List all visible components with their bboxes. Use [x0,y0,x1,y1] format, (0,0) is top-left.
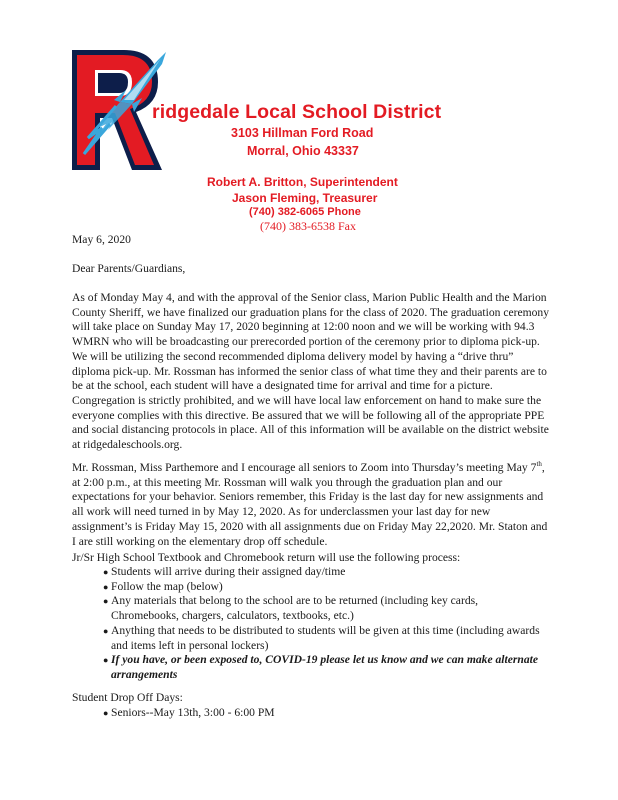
list-item: ● Follow the map (below) [103,579,223,593]
paragraph-zoom-meeting [72,461,552,549]
bullet-icon: ● [103,655,109,666]
bullet-icon: ● [103,596,109,607]
bullet-icon: ● [103,625,109,636]
dropoff-days-list [103,706,543,721]
return-process-list [103,565,543,683]
bullet-icon: ● [103,708,109,718]
ordinal-suffix: th [536,460,542,469]
list-item: ● Anything that needs to be distributed to students will be given at this time (including awards and items left in personal lockers) [103,623,540,652]
letter-date: May 6, 2020 [72,233,131,246]
list-item: ● Students will arrive during their assigned day/time [103,565,346,578]
salutation: Dear Parents/Guardians, [72,262,186,275]
paragraph-graduation-plan: As of Monday May 4, and with the approval of the Senior class, Marion Public Health and the Marion County Sheriff, we have finalized our graduation plans for the class of 2020. The graduation ceremony will take place on Sunday May 17, 2020 beginning at 12:00 noon and we will be working with 94.3 WMRN who will be broadcasting our prerecorded portion of the ceremony prior to diploma pick-up. We will be utilizing the second recommended diploma delivery model by having a “drive thru” diploma pick-up. Mr. Rossman has informed the senior class of what time they and their parents are to be at the school, each student will have a designated time for arrival and time for a picture. Congregation is strictly prohibited, and we will have local law enforcement on hand to make sure the everyone complies with this directive. Be assured that we will be following all of the appropriate PPE and social distancing protocols in place. All of this information will be available on the district website at ridgedaleschools.org. [72,291,550,452]
dropoff-days-title: Student Drop Off Days: [72,691,183,704]
paragraph-zoom-meeting-part2: , at 2:00 p.m., at this meeting Mr. Rossman will walk you through the graduation plan and our expectations for your behavior. Seniors remember, this Friday is the last day for new assignments and all work will need turned in by May 12, 2020. As for underclassmen your last day for new assignment’s is Friday May 15, 2020 with all assignments due on Friday May 22,2020. Mr. Staton and I are still working on the elementary drop off schedule. [72,461,548,548]
phone-number: (740) 382-6065 Phone [249,206,361,218]
list-item: ● Any materials that belong to the school are to be returned (including key cards, Chromebooks, chargers, calculators, textbooks, etc.) [103,594,479,623]
bullet-icon: ● [103,581,109,592]
address-line-2: Morral, Ohio 43337 [247,144,359,158]
bullet-icon: ● [103,567,109,577]
paragraph-zoom-meeting-part1: Mr. Rossman, Miss Parthemore and I encourage all seniors to Zoom into Thursday’s meeting May 7 [72,461,537,474]
fax-number: (740) 383-6538 Fax [260,219,356,233]
return-process-intro: Jr/Sr High School Textbook and Chromebook return will use the following process: [72,551,461,564]
treasurer-name: Jason Fleming, Treasurer [232,191,378,205]
district-name: ridgedale Local School District [152,101,442,123]
superintendent-name: Robert A. Britton, Superintendent [207,175,398,189]
list-item-emphasis: ● If you have, or been exposed to, COVID-19 please let us know and we can make alternate arrangements [103,653,539,681]
address-line-1: 3103 Hillman Ford Road [231,126,374,140]
list-item: ● Seniors--May 13th, 3:00 - 6:00 PM [103,706,275,719]
